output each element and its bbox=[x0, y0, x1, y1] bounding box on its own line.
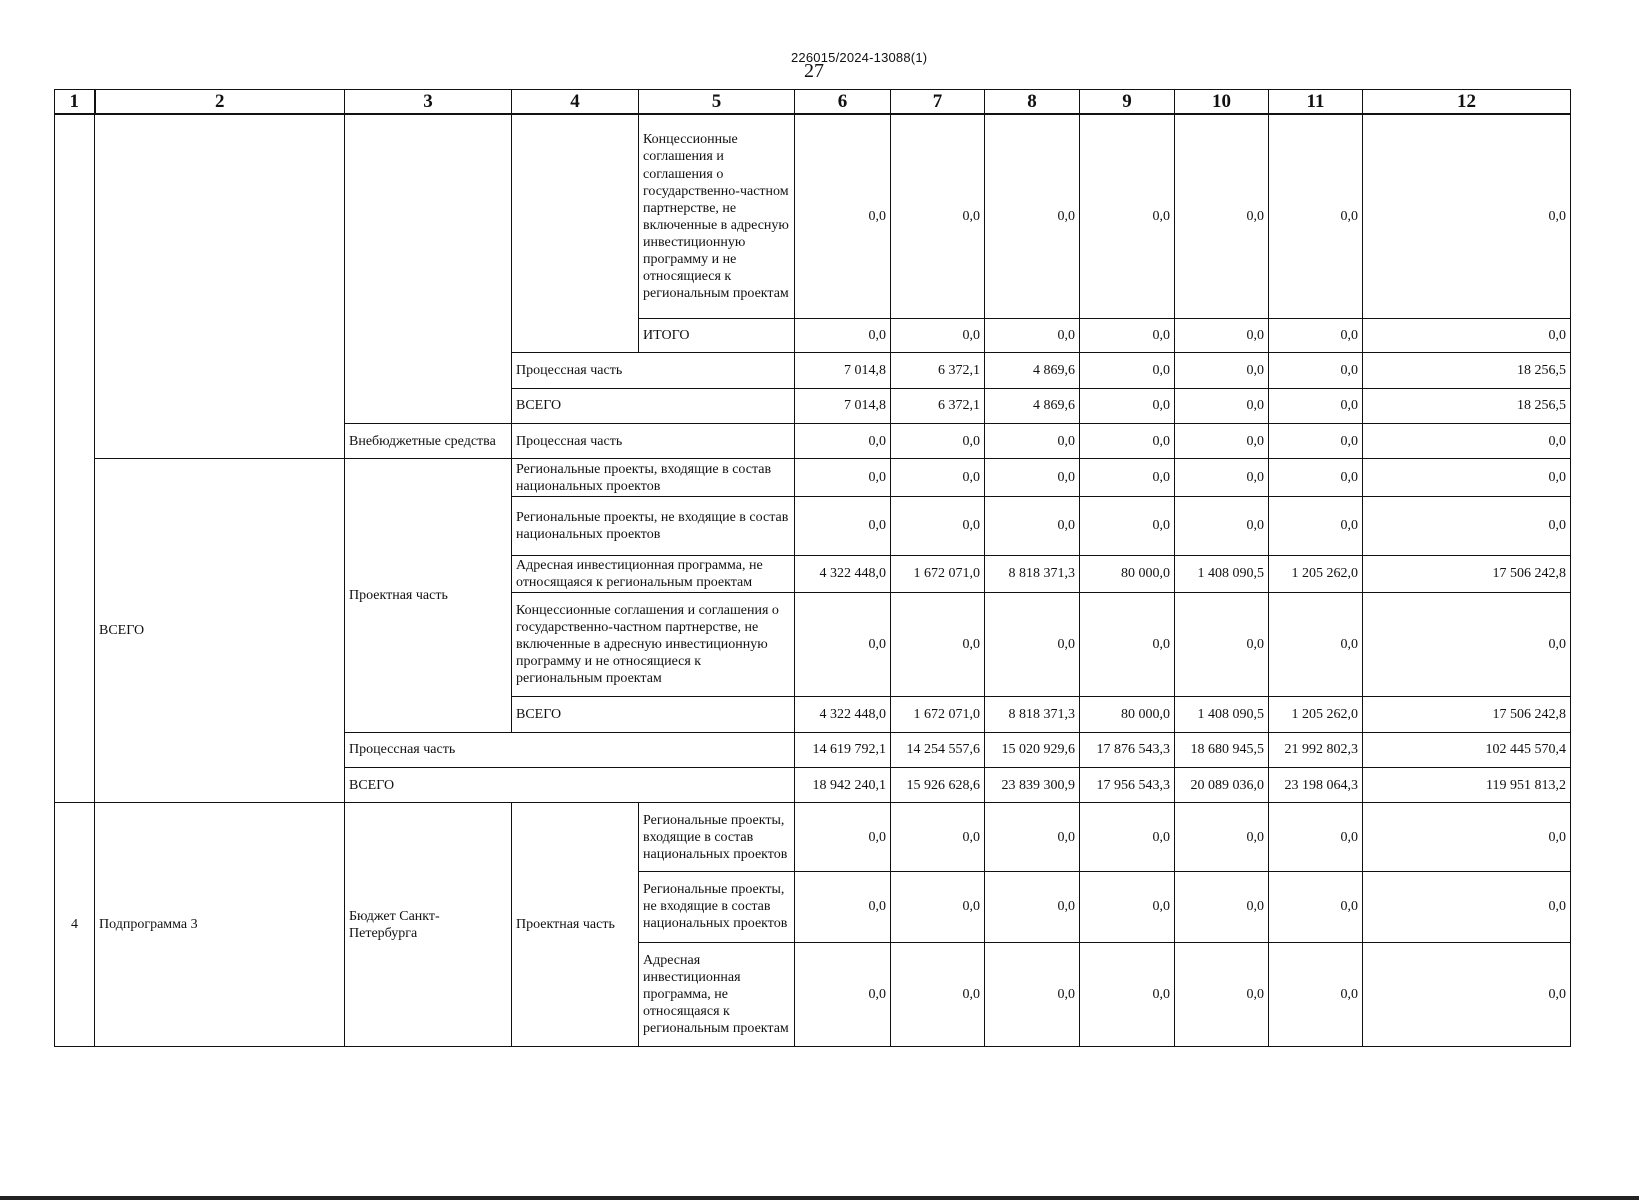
row-label: Процессная часть bbox=[512, 353, 795, 388]
value-cell: 0,0 bbox=[1269, 424, 1363, 459]
row-label: Концессионные соглашения и соглашения о государственно-частном партнерстве, не включенные в адресную инвестиционную программу и не относящиеся к региональным проектам bbox=[639, 114, 795, 318]
value-cell: 0,0 bbox=[1269, 872, 1363, 943]
value-cell: 8 818 371,3 bbox=[985, 697, 1080, 732]
value-cell: 80 000,0 bbox=[1080, 555, 1175, 593]
row-label: ВСЕГО bbox=[512, 697, 795, 732]
value-cell: 18 256,5 bbox=[1363, 388, 1571, 423]
value-cell: 0,0 bbox=[1080, 497, 1175, 556]
column-header: 9 bbox=[1080, 90, 1175, 115]
row-label: Процессная часть bbox=[345, 732, 795, 767]
value-cell: 0,0 bbox=[1363, 459, 1571, 497]
value-cell: 1 205 262,0 bbox=[1269, 555, 1363, 593]
value-cell: 18 942 240,1 bbox=[795, 767, 891, 802]
value-cell: 0,0 bbox=[891, 424, 985, 459]
value-cell: 0,0 bbox=[1269, 319, 1363, 353]
column-header: 3 bbox=[345, 90, 512, 115]
funding-source-cell bbox=[345, 114, 512, 423]
subprogram-name: Подпрограмма 3 bbox=[95, 803, 345, 1047]
value-cell: 0,0 bbox=[795, 497, 891, 556]
value-cell: 0,0 bbox=[891, 497, 985, 556]
value-cell: 0,0 bbox=[891, 803, 985, 872]
value-cell: 0,0 bbox=[985, 593, 1080, 697]
value-cell: 0,0 bbox=[1269, 593, 1363, 697]
value-cell: 0,0 bbox=[1269, 114, 1363, 318]
value-cell: 1 672 071,0 bbox=[891, 697, 985, 732]
document-registration-number: 226015/2024-13088(1) bbox=[791, 50, 928, 65]
row-index-cell bbox=[55, 114, 95, 802]
value-cell: 0,0 bbox=[1080, 388, 1175, 423]
value-cell: 0,0 bbox=[1080, 872, 1175, 943]
value-cell: 0,0 bbox=[795, 424, 891, 459]
column-header: 11 bbox=[1269, 90, 1363, 115]
value-cell: 0,0 bbox=[1080, 353, 1175, 388]
value-cell: 18 680 945,5 bbox=[1175, 732, 1269, 767]
value-cell: 0,0 bbox=[891, 593, 985, 697]
value-cell: 0,0 bbox=[1080, 942, 1175, 1046]
value-cell: 18 256,5 bbox=[1363, 353, 1571, 388]
part-type-label: Проектная часть bbox=[512, 803, 639, 1047]
value-cell: 0,0 bbox=[1080, 424, 1175, 459]
value-cell: 0,0 bbox=[1080, 593, 1175, 697]
row-label: Региональные проекты, входящие в состав национальных проектов bbox=[639, 803, 795, 872]
value-cell: 17 506 242,8 bbox=[1363, 555, 1571, 593]
value-cell: 0,0 bbox=[795, 942, 891, 1046]
table-row bbox=[55, 803, 1571, 872]
scan-edge-rule bbox=[0, 1196, 1639, 1200]
value-cell: 0,0 bbox=[1175, 353, 1269, 388]
value-cell: 0,0 bbox=[985, 803, 1080, 872]
value-cell: 1 408 090,5 bbox=[1175, 555, 1269, 593]
value-cell: 0,0 bbox=[1363, 872, 1571, 943]
value-cell: 0,0 bbox=[795, 114, 891, 318]
funding-source-label: Бюджет Санкт-Петербурга bbox=[345, 803, 512, 1047]
value-cell: 0,0 bbox=[1363, 497, 1571, 556]
value-cell: 0,0 bbox=[1175, 593, 1269, 697]
value-cell: 17 956 543,3 bbox=[1080, 767, 1175, 802]
part-type-label: Проектная часть bbox=[345, 459, 512, 732]
value-cell: 4 322 448,0 bbox=[795, 555, 891, 593]
value-cell: 4 869,6 bbox=[985, 388, 1080, 423]
value-cell: 0,0 bbox=[891, 114, 985, 318]
value-cell: 8 818 371,3 bbox=[985, 555, 1080, 593]
value-cell: 0,0 bbox=[1269, 803, 1363, 872]
column-header: 8 bbox=[985, 90, 1080, 115]
value-cell: 6 372,1 bbox=[891, 353, 985, 388]
value-cell: 0,0 bbox=[985, 872, 1080, 943]
value-cell: 4 322 448,0 bbox=[795, 697, 891, 732]
value-cell: 1 408 090,5 bbox=[1175, 697, 1269, 732]
value-cell: 20 089 036,0 bbox=[1175, 767, 1269, 802]
value-cell: 0,0 bbox=[1363, 942, 1571, 1046]
row-label: Региональные проекты, не входящие в состав национальных проектов bbox=[512, 497, 795, 556]
row-label: Региональные проекты, не входящие в состав национальных проектов bbox=[639, 872, 795, 943]
value-cell: 0,0 bbox=[985, 424, 1080, 459]
value-cell: 0,0 bbox=[795, 459, 891, 497]
value-cell: 0,0 bbox=[1175, 424, 1269, 459]
value-cell: 14 254 557,6 bbox=[891, 732, 985, 767]
value-cell: 0,0 bbox=[1269, 459, 1363, 497]
column-header: 2 bbox=[95, 90, 345, 115]
value-cell: 0,0 bbox=[1080, 114, 1175, 318]
row-label: Адресная инвестиционная программа, не относящаяся к региональным проектам bbox=[639, 942, 795, 1046]
value-cell: 0,0 bbox=[795, 803, 891, 872]
value-cell: 0,0 bbox=[1363, 114, 1571, 318]
row-index: 4 bbox=[55, 803, 95, 1047]
value-cell: 0,0 bbox=[1080, 319, 1175, 353]
column-header: 1 bbox=[55, 90, 95, 115]
value-cell: 0,0 bbox=[795, 319, 891, 353]
value-cell: 0,0 bbox=[891, 942, 985, 1046]
column-number-row bbox=[55, 90, 1571, 115]
value-cell: 14 619 792,1 bbox=[795, 732, 891, 767]
value-cell: 15 926 628,6 bbox=[891, 767, 985, 802]
row-label: ВСЕГО bbox=[512, 388, 795, 423]
column-header: 10 bbox=[1175, 90, 1269, 115]
value-cell: 21 992 802,3 bbox=[1269, 732, 1363, 767]
value-cell: 0,0 bbox=[1269, 388, 1363, 423]
value-cell: 0,0 bbox=[1175, 497, 1269, 556]
value-cell: 0,0 bbox=[1175, 872, 1269, 943]
value-cell: 0,0 bbox=[985, 114, 1080, 318]
value-cell: 0,0 bbox=[795, 593, 891, 697]
column-header: 4 bbox=[512, 90, 639, 115]
value-cell: 0,0 bbox=[1269, 353, 1363, 388]
value-cell: 23 839 300,9 bbox=[985, 767, 1080, 802]
value-cell: 0,0 bbox=[1363, 319, 1571, 353]
budget-table bbox=[54, 89, 1571, 1047]
row-label: ИТОГО bbox=[639, 319, 795, 353]
value-cell: 23 198 064,3 bbox=[1269, 767, 1363, 802]
value-cell: 0,0 bbox=[891, 872, 985, 943]
value-cell: 0,0 bbox=[1080, 459, 1175, 497]
row-label: Региональные проекты, входящие в состав национальных проектов bbox=[512, 459, 795, 497]
value-cell: 0,0 bbox=[1363, 424, 1571, 459]
value-cell: 17 876 543,3 bbox=[1080, 732, 1175, 767]
column-header: 6 bbox=[795, 90, 891, 115]
budget-table-container bbox=[54, 89, 1570, 1047]
value-cell: 0,0 bbox=[1175, 319, 1269, 353]
table-row bbox=[55, 114, 1571, 318]
value-cell: 1 205 262,0 bbox=[1269, 697, 1363, 732]
value-cell: 0,0 bbox=[891, 319, 985, 353]
value-cell: 0,0 bbox=[1175, 459, 1269, 497]
row-label: Адресная инвестиционная программа, не относящаяся к региональным проектам bbox=[512, 555, 795, 593]
value-cell: 6 372,1 bbox=[891, 388, 985, 423]
value-cell: 7 014,8 bbox=[795, 353, 891, 388]
subprogram-name-cell bbox=[95, 114, 345, 459]
value-cell: 0,0 bbox=[985, 497, 1080, 556]
value-cell: 102 445 570,4 bbox=[1363, 732, 1571, 767]
table-row bbox=[55, 459, 1571, 497]
value-cell: 7 014,8 bbox=[795, 388, 891, 423]
value-cell: 0,0 bbox=[891, 459, 985, 497]
value-cell: 17 506 242,8 bbox=[1363, 697, 1571, 732]
row-label: Процессная часть bbox=[512, 424, 795, 459]
value-cell: 0,0 bbox=[795, 872, 891, 943]
value-cell: 0,0 bbox=[1175, 942, 1269, 1046]
row-label: Концессионные соглашения и соглашения о государственно-частном партнерстве, не включенные в адресную инвестиционную программу и не относящиеся к региональным проектам bbox=[512, 593, 795, 697]
value-cell: 0,0 bbox=[1363, 803, 1571, 872]
column-header: 12 bbox=[1363, 90, 1571, 115]
value-cell: 0,0 bbox=[1269, 942, 1363, 1046]
value-cell: 80 000,0 bbox=[1080, 697, 1175, 732]
page-number: 27 bbox=[804, 60, 824, 82]
value-cell: 0,0 bbox=[1175, 388, 1269, 423]
value-cell: 0,0 bbox=[1363, 593, 1571, 697]
value-cell: 0,0 bbox=[985, 459, 1080, 497]
value-cell: 15 020 929,6 bbox=[985, 732, 1080, 767]
column-header: 5 bbox=[639, 90, 795, 115]
column-header: 7 bbox=[891, 90, 985, 115]
value-cell: 0,0 bbox=[1269, 497, 1363, 556]
total-block-name: ВСЕГО bbox=[95, 459, 345, 803]
value-cell: 0,0 bbox=[1080, 803, 1175, 872]
value-cell: 1 672 071,0 bbox=[891, 555, 985, 593]
row-label: ВСЕГО bbox=[345, 767, 795, 802]
value-cell: 119 951 813,2 bbox=[1363, 767, 1571, 802]
funding-source-label: Внебюджетные средства bbox=[345, 424, 512, 459]
value-cell: 0,0 bbox=[985, 942, 1080, 1046]
value-cell: 0,0 bbox=[1175, 803, 1269, 872]
value-cell: 0,0 bbox=[1175, 114, 1269, 318]
value-cell: 0,0 bbox=[985, 319, 1080, 353]
part-type-cell bbox=[512, 114, 639, 352]
value-cell: 4 869,6 bbox=[985, 353, 1080, 388]
